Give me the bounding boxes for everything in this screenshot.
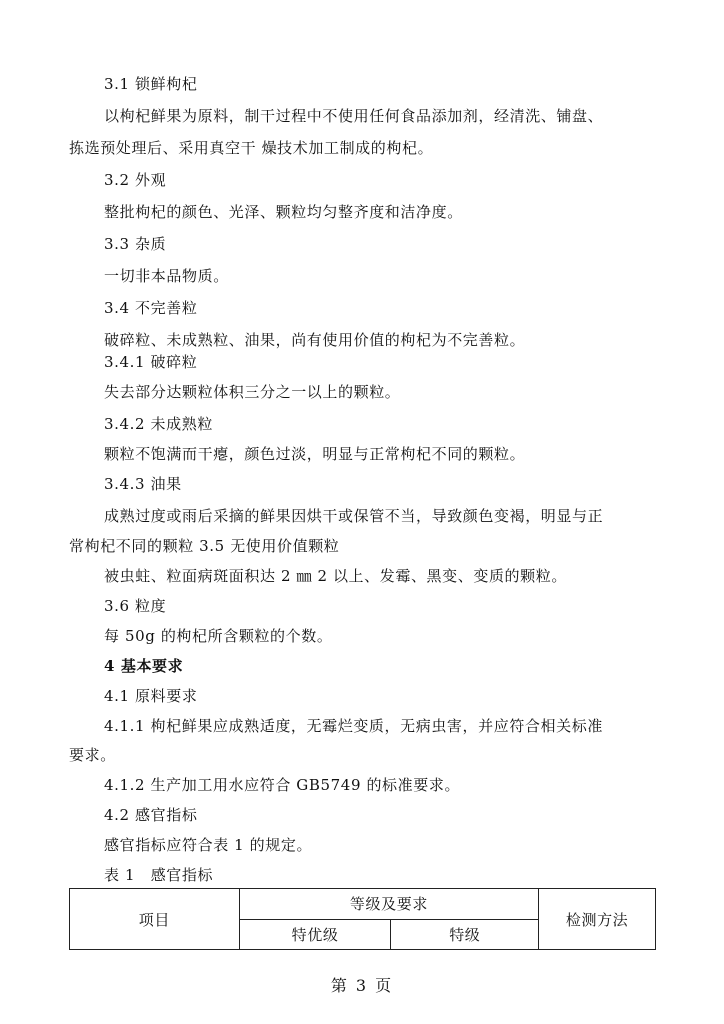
section-4-1-1-text-line-1: 4.1.1 枸杞鲜果应成熟适度，无霉烂变质，无病虫害，并应符合相关标准: [104, 717, 603, 735]
section-3-1-text-line-1: 以枸杞鲜果为原料，制干过程中不使用任何食品添加剂，经清洗、铺盘、: [104, 107, 604, 125]
section-3-1-text-line-2: 拣选预处理后、采用真空干 燥技术加工制成的枸杞。: [69, 139, 434, 157]
section-4-1-1-text-line-2: 要求。: [69, 746, 116, 764]
table-header-grade-premium: 特优级: [239, 919, 391, 950]
table-header-grade-group: 等级及要求: [239, 889, 538, 920]
section-3-4-heading: 3.4 不完善粒: [104, 299, 198, 317]
section-4-heading: 4 基本要求: [104, 657, 184, 675]
section-3-4-1-text: 失去部分达颗粒体积三分之一以上的颗粒。: [104, 383, 401, 401]
section-3-4-text: 破碎粒、未成熟粒、油果，尚有使用价值的枸杞为不完善粒。: [104, 331, 526, 349]
page-number: 第 3 页: [330, 976, 394, 995]
section-3-4-3-heading: 3.4.3 油果: [104, 475, 182, 493]
section-4-2-text: 感官指标应符合表 1 的规定。: [104, 836, 313, 854]
section-3-2-text: 整批枸杞的颜色、光泽、颗粒均匀整齐度和洁净度。: [104, 203, 463, 221]
section-3-4-1-heading: 3.4.1 破碎粒: [104, 353, 198, 371]
section-3-4-3-text-line-1: 成熟过度或雨后采摘的鲜果因烘干或保管不当，导致颜色变褐，明显与正: [104, 507, 604, 525]
table-1-caption: 表 1 感官指标: [104, 866, 214, 884]
section-4-1-2-text: 4.1.2 生产加工用水应符合 GB5749 的标准要求。: [104, 776, 461, 794]
section-3-1-heading: 3.1 锁鲜枸杞: [104, 75, 198, 93]
section-3-4-3-text-line-2: 常枸杞不同的颗粒 3.5 无使用价值颗粒: [69, 537, 340, 555]
table-header-item: 项目: [70, 889, 240, 950]
table-header-method: 检测方法: [539, 889, 656, 950]
section-3-6-heading: 3.6 粒度: [104, 597, 167, 615]
section-3-2-heading: 3.2 外观: [104, 171, 167, 189]
section-4-2-heading: 4.2 感官指标: [104, 806, 198, 824]
section-3-4-2-heading: 3.4.2 未成熟粒: [104, 415, 213, 433]
section-3-4-2-text: 颗粒不饱满而干瘪，颜色过淡，明显与正常枸杞不同的颗粒。: [104, 445, 526, 463]
section-3-3-heading: 3.3 杂质: [104, 235, 167, 253]
table-header-row-1: [70, 889, 656, 920]
section-3-6-text: 每 50g 的枸杞所含颗粒的个数。: [104, 627, 333, 645]
sensory-index-table: [69, 888, 656, 950]
section-3-3-text: 一切非本品物质。: [104, 267, 229, 285]
section-4-1-heading: 4.1 原料要求: [104, 687, 198, 705]
table-header-grade-special: 特级: [391, 919, 539, 950]
section-3-5-text: 被虫蛀、粒面病斑面积达 2 ㎜ 2 以上、发霉、黑变、变质的颗粒。: [104, 567, 567, 585]
